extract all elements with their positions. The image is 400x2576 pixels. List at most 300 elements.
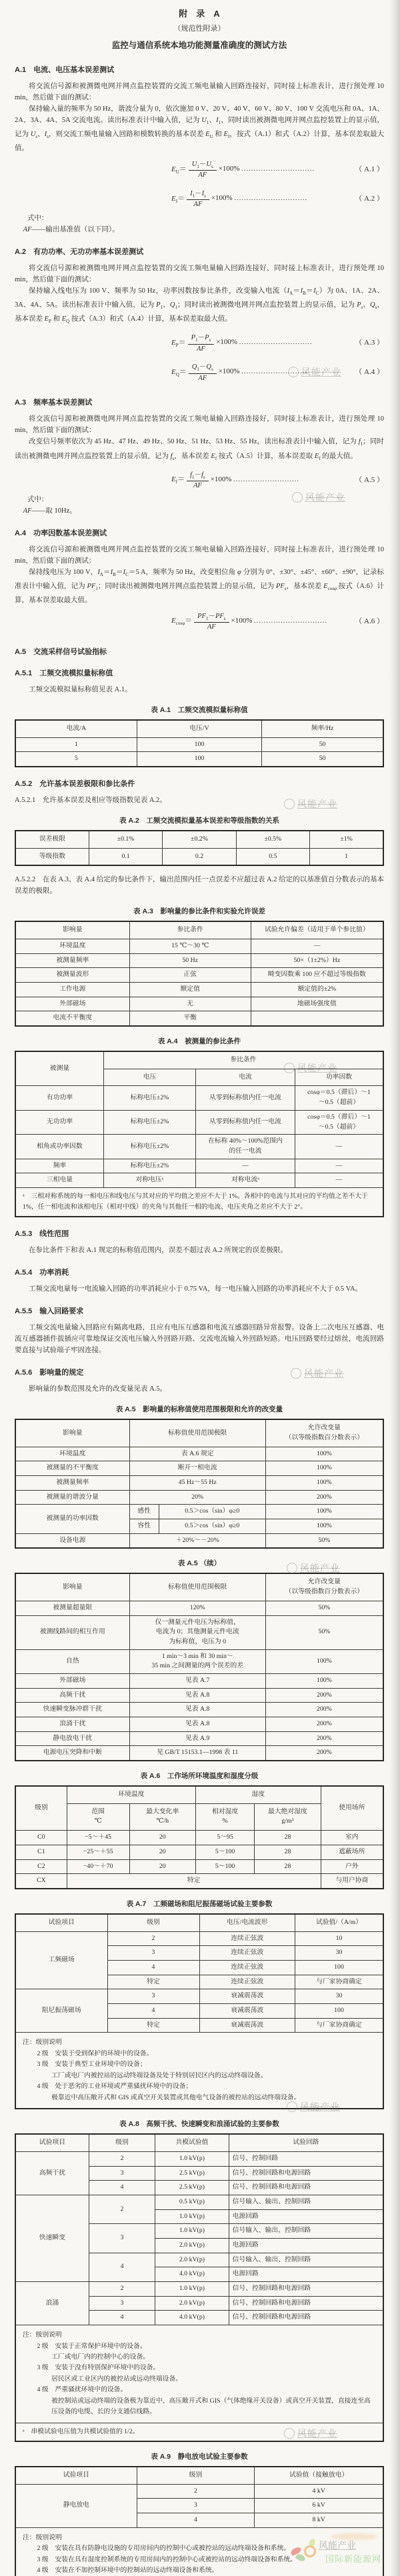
section-heading-a3: A.3 频率基本误差测试 <box>15 399 93 407</box>
table-cell: 0.5 kV(p) <box>155 2195 229 2209</box>
note-line: 3 级 安装于典型工业环境中的设备； <box>37 2061 147 2069</box>
table-header-cell: 试验项目 <box>15 1914 107 1931</box>
table-cell: 5 <box>15 752 137 767</box>
note-line: 极靠近中高压敞开式和 GIS 或真空开关装置或其他电气设备的被控站的远动终端设备。 <box>51 2093 301 2101</box>
table-cell: 室内 <box>321 1831 383 1845</box>
note-line: 注：级别说明 <box>23 2533 62 2541</box>
table-a5-title: 表 A.5 影响量的标称值使用范围极限和允许的改变量 <box>115 1405 283 1414</box>
table-cell: 衰减震荡波 <box>199 2004 295 2019</box>
table-header-cell: 误差极限 <box>15 831 89 848</box>
table-cell: 1.0 kV(p) <box>155 2209 229 2224</box>
table-cell: 地磁场强度值 <box>251 997 383 1011</box>
table-a8-block <box>15 2119 384 2442</box>
table-row <box>15 720 383 737</box>
table-cell: 容性 <box>129 1519 159 1534</box>
note-line: 被控制站或远动终端的设备极为靠近中、高压敞开式和 GIS（气体绝缘开关设备）或真空开关装置，直接连至高压设备的电缆、长的分支通信线路。 <box>51 2397 371 2416</box>
table-cell: 有功功率 <box>15 1086 103 1110</box>
table-cell: 见表 A.8 <box>129 1688 265 1703</box>
table-cell: 4 <box>89 2311 155 2325</box>
table-cell: 2 <box>89 2282 155 2297</box>
table-a1-block <box>15 705 384 767</box>
table-cell: 50% <box>265 1615 383 1649</box>
table-cell: 2 <box>107 1931 199 1946</box>
table-cell: 畸变因数乘 100 应不超过等级指数 <box>251 968 383 983</box>
table-a7-block <box>15 1899 384 2109</box>
table-cell: 外部磁场 <box>15 1673 129 1688</box>
table-header-cell: 最大绝对湿度 g/m³ <box>255 1803 321 1830</box>
table-cell <box>15 2325 383 2423</box>
formula-a6: $E_{cos\varphi}=$ $\frac{PF_1-PF_s}{AF}$ ×100% ………………………… （ A.6 ） <box>15 606 384 635</box>
paragraph: 影响量的参数范围及允许的改变量见表 A.5。 <box>29 1385 167 1393</box>
section-heading-a5: A.5 交流采样信号试验指标 <box>15 647 107 656</box>
table-cell: 15 ℃～30 ℃ <box>129 939 251 953</box>
watermark-text: 风能产业 <box>300 2101 340 2112</box>
table-header-cell: 电压/V <box>137 720 262 737</box>
table-header-cell: 影响量 <box>15 1419 129 1447</box>
table-cell: 4 <box>89 2253 155 2281</box>
table-cell: 工作电源 <box>15 983 129 997</box>
section-heading-a2: A.2 有功功率、无功功率基本误差测试 <box>15 248 144 257</box>
table-cell: 30 <box>295 1989 383 2004</box>
brand-text-primary: 风能产业 <box>319 2540 356 2551</box>
table-cell: 信号、控制回路和电源回路 <box>229 2181 383 2195</box>
table-cell: 衰减震荡波 <box>199 1989 295 2004</box>
table-cell: 信号、控制回路和电源回路 <box>229 2311 383 2325</box>
paragraph: 工频交流电量每一电流输入回路的功率消耗应小于 0.75 VA，每一电压输入回路的功率消耗应不大于 0.5 VA。 <box>29 1285 363 1293</box>
table-cell: 50 <box>262 737 383 752</box>
paragraph: 将交流信号源和被测微电网并网点监控装置的交流工频电量输入回路连接好，同时接上标准表计，进行预处理 10 min，然后做下面的测试： <box>15 545 384 565</box>
paragraph: A.5.2.2 在表 A.3、表 A.4 给定的参比条件下，输出范围内任一点误差不应超过表 A.2 给定的以基准值百分数表示的基本误差的极限。 <box>15 876 384 895</box>
table-cell: 无 <box>129 997 251 1011</box>
table-row <box>15 939 383 953</box>
table-cell: 连续正弦波 <box>199 1931 295 1946</box>
table-cell: 0.5＞cos（sin）φ≥0 <box>159 1519 265 1534</box>
table-cell: 200% <box>265 1490 383 1505</box>
table-cell: 100% <box>265 1649 383 1673</box>
table-cell: 与厂家协商确定 <box>295 1975 383 1989</box>
formula-a3: $E_P=$ $\frac{P_1-P_s}{AF}$ ×100% ………………………… （ A.3 ） <box>15 327 384 357</box>
table-header-cell: 参比条件 <box>129 921 251 939</box>
table-cell: 100% <box>265 1461 383 1476</box>
paragraph: 改变信号频率依次为 45 Hz、47 Hz、49 Hz、50 Hz、51 Hz、53 Hz、55 Hz，读出标准表计中输入值，记为 $f_1$；同时读出被测微电网并网点监控装置上的显示值，记为 $f_s$，基本误差 $E_f$ 按式（A.5）计算，基本误差取 $E_f$ 的最大值。 <box>15 438 385 461</box>
table-header-cell: 级别 <box>137 2467 255 2484</box>
page-edge-shadow <box>389 0 400 2576</box>
table-a5-continued <box>15 1573 384 1761</box>
table-row <box>15 752 383 767</box>
table-row <box>15 1874 383 1889</box>
table-cell: 2.0 kV(p) <box>155 2253 229 2267</box>
table-row <box>15 2033 383 2109</box>
table-cell: 电源回路 <box>229 2267 383 2282</box>
formula-a4: $E_Q=$ $\frac{Q_1-Q_s}{AF}$ ×100% ……………………… （ A.4 ） <box>15 357 384 386</box>
note-line: 2 级 安装于受到保护的环境中的设备。 <box>37 2049 153 2057</box>
table-row <box>15 2195 383 2209</box>
table-cell: 5～100 <box>195 1845 254 1859</box>
table-header-cell: 试验允许偏差（适用于单个参比值） <box>251 921 383 939</box>
table-cell: 特定 <box>107 2018 199 2033</box>
table-header-cell: 电流/A <box>15 720 137 737</box>
formula-where-label: 式中： <box>27 495 49 503</box>
table-cell: 标称电压±2% <box>103 1086 195 1110</box>
note-line: 工厂或电厂内的控制中心的设备。 <box>51 2353 150 2361</box>
table-cell: 2.5 kV(p) <box>155 2166 229 2181</box>
table-cell: 4 <box>137 2513 255 2527</box>
table-row <box>15 1831 383 1845</box>
table-cell: 标称电压±2% <box>103 1110 195 1134</box>
table-cell: 100 <box>137 752 262 767</box>
table-cell: 外部磁场 <box>15 997 129 1011</box>
table-header-cell: 相对湿度 % <box>195 1803 254 1830</box>
table-row <box>15 1447 383 1461</box>
table-header-cell: 允许改变量 （以等级指数百分数表示） <box>265 1419 383 1447</box>
section-heading-a53: A.5.3 线性范围 <box>15 1230 69 1239</box>
table-cell: 环境温度 <box>15 939 129 953</box>
table-row <box>15 1859 383 1874</box>
table-a9-title: 表 A.9 静电放电试验主要参数 <box>151 2452 248 2461</box>
table-cell: 0.5 <box>236 848 309 865</box>
table-header-cell: 参比条件 <box>103 1051 383 1069</box>
table-row <box>15 1601 383 1615</box>
table-cell: 静电放电干扰 <box>15 1731 129 1746</box>
table-cell: 快速瞬变 <box>15 2195 89 2281</box>
table-a2-title: 表 A.2 工频交流模拟量基本误差和等级指数的关系 <box>119 816 279 825</box>
table-cell: 3 <box>107 1989 199 2004</box>
table-row <box>15 2325 383 2423</box>
table-header-cell: 试验值（接触放电） <box>255 2467 383 2484</box>
table-row <box>15 1989 383 2004</box>
table-cell: 5～100 <box>195 1859 254 1874</box>
table-a6-title: 表 A.6 工作场所环境温度和湿度分级 <box>140 1772 259 1781</box>
table-a5-continued-title: 表 A.5 （续） <box>177 1559 221 1568</box>
table-cell: 200% <box>265 1688 383 1703</box>
table-header-cell: 标称值使用范围极限 <box>129 1419 265 1447</box>
table-cell: 50% <box>265 1533 383 1548</box>
table-a3-title: 表 A.3 影响量的参比条件和实验允许误差 <box>133 907 265 916</box>
table-cell: 工频磁场 <box>15 1931 107 1989</box>
table-row <box>15 997 383 1011</box>
paragraph: 在参比条件下和表 A.1 规定的标称值范围内，误差不超过表 A.2 所规定的误差极限。 <box>29 1247 287 1255</box>
note-line: 3 级 安装在具有湿度控制系统的专用房间内的控制中心或被控站的远动终端设备和系统。 <box>37 2555 297 2563</box>
table-cell: 户外 <box>321 1859 383 1874</box>
table-row <box>15 831 383 848</box>
table-cell: 仅一测量元件电压为标称值， 电流为 0；其他测量元件电流 为标称值，电压为 0 <box>129 1615 265 1649</box>
table-header-cell: 电流 <box>195 1069 295 1086</box>
formula-a5: $E_f=$ $\frac{f_1-f_s}{AF}$ ×100% ……………………… （ A.5 ） <box>15 465 384 494</box>
table-a5-continued-block <box>15 1558 384 1761</box>
table-row <box>15 1615 383 1649</box>
table-row <box>15 1086 383 1110</box>
table-row <box>15 2134 383 2151</box>
table-row <box>15 1505 383 1519</box>
table-cell: 见表 A.9 <box>129 1731 265 1746</box>
table-cell: 信号输入、输出、控制回路 <box>229 2195 383 2209</box>
table-a6-block <box>15 1771 384 1889</box>
symbol-definition: AF——取 10Hz。 <box>23 507 77 515</box>
table-cell: 20 <box>129 1831 195 1845</box>
table-row <box>15 1731 383 1746</box>
table-cell: 高频干扰 <box>15 2151 89 2195</box>
table-row <box>15 968 383 983</box>
table-row <box>15 2484 383 2499</box>
table-header-cell: 级别 <box>89 2134 155 2151</box>
table-cell: 信号、控制回路和电源回路 <box>229 2282 383 2297</box>
table-row <box>15 1914 383 1931</box>
table-cell: 3 <box>137 2499 255 2513</box>
section-heading-a54: A.5.4 功率消耗 <box>15 1269 69 1277</box>
table-row <box>15 1649 383 1673</box>
table-cell: 1 <box>15 737 137 752</box>
table-cell: 对称电压ᵃ <box>103 1173 195 1188</box>
table-row <box>15 1931 383 1946</box>
table-cell: 2.0 kV(p) <box>155 2296 229 2311</box>
table-cell: 6 kV <box>255 2499 383 2513</box>
table-cell: 从零到标称值内任一电流 <box>195 1086 295 1110</box>
section-heading-a52: A.5.2 允许基本误差极限和参比条件 <box>15 779 135 788</box>
table-cell: — <box>295 1135 384 1159</box>
table-header-cell: 影响量 <box>15 1573 129 1601</box>
brand-watermark <box>291 2531 400 2573</box>
table-cell: 无功功率 <box>15 1110 103 1134</box>
table-cell: 2 <box>137 2484 255 2499</box>
table-cell: 10 <box>295 1931 383 1946</box>
note-line: 注：级别说明 <box>23 2331 62 2339</box>
table-row <box>15 953 383 968</box>
table-row <box>15 1187 383 1217</box>
table-cell: 20% <box>129 1490 265 1505</box>
table-row <box>15 921 383 939</box>
table-header-cell: 电压 <box>103 1069 195 1086</box>
table-row <box>15 1845 383 1859</box>
table-row <box>15 2423 383 2441</box>
table-cell: 额定值 <box>129 983 251 997</box>
table-cell: 8 kV <box>255 2513 383 2527</box>
table-header-cell: 最大变化率 ℃/h <box>129 1803 195 1830</box>
note-line: 2 级 安装在具有防静电设施的专用房间内的控制中心或被控站的远动终端设备和系统。 <box>37 2545 291 2553</box>
table-cell: 电源回路 <box>229 2238 383 2253</box>
table-cell: 28 <box>255 1831 321 1845</box>
table-cell: 100 <box>295 1960 383 1975</box>
table-cell: 1.0 kV(p) <box>155 2282 229 2297</box>
table-cell: 见表 A.8 <box>129 1703 265 1717</box>
table-row <box>15 1703 383 1717</box>
note-line: 4 级 处于恶劣的工业环境或严重骚扰环境中的设备； <box>37 2083 193 2091</box>
table-cell: 20 <box>129 1845 195 1859</box>
table-row <box>15 1533 383 1548</box>
table-cell: 1 <box>310 848 383 865</box>
table-cell: 1.0 kV(p) <box>155 2151 229 2166</box>
table-cell: 3 <box>107 1946 199 1961</box>
table-cell: 被测量频率 <box>15 1476 129 1491</box>
table-cell: cosφ＝0.5（滞后）～1 ～0.5（超前） <box>295 1086 384 1110</box>
table-cell: 设备电源 <box>15 1533 129 1548</box>
table-cell: 4 <box>89 2181 155 2195</box>
table-cell: 正弦 <box>129 968 251 983</box>
table-cell: 4.0 kV(p) <box>155 2311 229 2325</box>
section-heading-a51: A.5.1 工频交流模拟量标称值 <box>15 669 113 677</box>
table-header-cell: 湿度 <box>195 1786 321 1803</box>
table-cell: 额定值的±2% <box>251 983 383 997</box>
watermark-text: 风能产业 <box>301 367 341 377</box>
table-row <box>15 1159 383 1173</box>
table-cell: 平衡 <box>129 1011 251 1026</box>
table-cell: 被测量超量限 <box>15 1601 129 1615</box>
table-cell: 45 Hz～55 Hz <box>129 1476 265 1491</box>
table-cell: 标称电压±2% <box>103 1135 195 1159</box>
table-cell: 信号、控制回路和电源回路 <box>229 2166 383 2181</box>
table-cell: — <box>295 1159 384 1173</box>
table-cell: 信号、控制回路和电源回路 <box>229 2296 383 2311</box>
table-cell: 连续正弦波 <box>199 1946 295 1961</box>
table-cell: 与用户协商 <box>321 1874 383 1889</box>
table-cell: 特定 <box>67 1874 321 1889</box>
table-cell: 信号输入、输出、控制回路 <box>229 2224 383 2239</box>
table-header-cell: 电压/电流波形 <box>199 1914 295 1931</box>
table-header-cell: 被测量 <box>15 1051 103 1086</box>
table-row <box>15 1717 383 1732</box>
watermark-text: 风能产业 <box>304 1368 344 1379</box>
table-cell: 从零到标称值内任一电流 <box>195 1110 295 1134</box>
table-header-cell: 允许改变量 （以等级指数百分数表示） <box>265 1573 383 1601</box>
table-header-cell: 试验值/（A/m） <box>295 1914 383 1931</box>
table-cell: C1 <box>15 1845 67 1859</box>
table-row <box>15 2151 383 2166</box>
table-a4-title: 表 A.4 被测量的参比条件 <box>157 1037 241 1046</box>
table-row <box>15 2467 383 2484</box>
table-cell: 2.0 kV(p) <box>155 2238 229 2253</box>
table-cell: 信号输入、输出、控制回路 <box>229 2253 383 2267</box>
table-cell: 28 <box>255 1845 321 1859</box>
symbol-definition: AF——输出基准值（以下同）。 <box>23 226 119 234</box>
table-cell: 标称电压±2% <box>103 1159 195 1173</box>
watermark-text: 风能产业 <box>300 1563 340 1573</box>
table-cell: 5～95 <box>195 1831 254 1845</box>
section-heading-a56: A.5.6 影响量的规定 <box>15 1369 84 1377</box>
table-cell: ＋20%～－20% <box>129 1533 265 1548</box>
appendix-kind: （规范性附录） <box>173 25 225 33</box>
table-cell: −40～＋70 <box>67 1859 129 1874</box>
table-row <box>15 737 383 752</box>
table-cell: 2.5 kV(p) <box>155 2181 229 2195</box>
table-cell: 见表 A.7 <box>129 1673 265 1688</box>
table-cell <box>15 2033 383 2109</box>
table-cell: 在标称 40%～100%范围内 的任一电流 <box>195 1135 295 1159</box>
paragraph: 将交流信号源和被测微电网并网点监控装置的交流工频电量输入回路连接好，同时接上标准表计，进行预处理 10 min，然后做下面的测试： <box>15 83 384 101</box>
table-cell: 快速瞬变脉冲群干扰 <box>15 1703 129 1717</box>
section-heading-a1: A.1 电流、电压基本误差测试 <box>15 66 115 74</box>
table-a1 <box>15 719 384 767</box>
table-cell: 200% <box>265 1731 383 1746</box>
table-header-cell: 功率因数 <box>295 1069 384 1086</box>
table-cell: 相角或功率因数 <box>15 1135 103 1159</box>
table-row <box>15 1786 383 1803</box>
table-cell: 50 Hz <box>129 953 251 968</box>
table-cell: ±0.1% <box>89 831 162 848</box>
table-cell: cosφ＝0.5（滞后）～1 ～0.5（超前） <box>295 1110 384 1134</box>
table-row <box>15 1573 383 1601</box>
table-header-cell: 共模试验值 <box>155 2134 229 2151</box>
note-line: 3 级 安装于没有特别保护环境中的设备。 <box>37 2364 160 2372</box>
table-cell: 电源电压突降和中断 <box>15 1746 129 1761</box>
table-cell: ±0.5% <box>236 831 309 848</box>
table-header-cell: 级别 <box>107 1914 199 1931</box>
table-cell: ±0.2% <box>163 831 236 848</box>
table-a7-title: 表 A.7 工频磁场和阻尼振荡磁场试验主要参数 <box>126 1899 273 1908</box>
watermark-text: 风能产业 <box>297 2428 337 2439</box>
table-cell: 0.5＞cos（sin）φ≥0 <box>159 1505 265 1519</box>
table-row <box>15 1173 383 1188</box>
table-header-cell: 级别 <box>15 1786 67 1831</box>
table-a7 <box>15 1913 384 2109</box>
table-a5-block <box>15 1404 384 1549</box>
table-cell: 30 <box>295 1946 383 1961</box>
table-cell: 100 <box>295 2004 383 2019</box>
page-content <box>15 4 384 2576</box>
note-line: 4 级 严重骚扰环境中的设备。 <box>37 2386 127 2394</box>
table-cell: ᵃ 串模试验电压值为共模试验值的 1/2。 <box>15 2423 383 2441</box>
formula-a2: $E_I=$ $\frac{I_1-I_s}{AF}$ ×100% ………………………… （ A.2 ） <box>15 183 384 213</box>
table-a1-title: 表 A.1 工频交流模拟量标称值 <box>151 705 248 714</box>
paragraph: 工频交流电量输入回路应有隔离电路，且应有电压互感器和电流互感器回路异常报警。设备上二次电压互感器、电流互感器插件拔插应可靠地保证交流电压输入外回路开路、交流电流输入外回路短路。电压回路要经过熔丝，电流回路要直接与试验端子牢固连接。 <box>15 1324 384 1355</box>
table-cell: 120% <box>129 1601 265 1615</box>
table-cell: 自热 <box>15 1649 129 1673</box>
table-row <box>15 1476 383 1491</box>
table-cell: ±1% <box>310 831 383 848</box>
table-cell: 2 <box>89 2151 155 2166</box>
table-cell: 3 <box>89 2296 155 2311</box>
table-a6 <box>15 1785 384 1889</box>
table-cell: 200% <box>265 1703 383 1717</box>
table-header-cell: 等级指数 <box>15 848 89 865</box>
table-header-cell: 使用场所 <box>321 1786 383 1831</box>
table-cell: 遮蔽场所 <box>321 1845 383 1859</box>
table-cell: 100% <box>265 1505 383 1519</box>
table-cell: 见表 A.8 <box>129 1717 265 1732</box>
table-a8 <box>15 2133 384 2442</box>
table-cell: C2 <box>15 1859 67 1874</box>
table-cell: 连续正弦波 <box>199 1960 295 1975</box>
note-line: 工厂或电厂内被控站的远动终端设备及处于特别居民区内的远动终端设备。 <box>51 2071 267 2079</box>
table-cell: 被测量波形 <box>15 968 129 983</box>
table-cell: 被测量的功率因数 <box>15 1505 129 1533</box>
table-header-cell: 试验项目 <box>15 2467 137 2484</box>
table-cell: 50×（1±2%）Hz <box>251 953 383 968</box>
table-cell: 1 min～3 min 和 30 min～ 35 min 之间测量的两个误差的差 <box>129 1649 265 1673</box>
table-cell: 被测量的谐波分量 <box>15 1490 129 1505</box>
section-heading-a55: A.5.5 输入回路要求 <box>15 1307 84 1316</box>
watermark-text: 风能产业 <box>297 799 337 809</box>
table-cell: −25～＋55 <box>67 1845 129 1859</box>
table-cell: 电源回路 <box>229 2209 383 2224</box>
table-cell: 3 <box>89 2166 155 2181</box>
table-cell: 特定 <box>107 1975 199 1989</box>
table-cell: 高频干扰 <box>15 1688 129 1703</box>
table-header-cell: 试验回路 <box>229 2134 383 2151</box>
note-line: 注：级别说明 <box>23 2039 62 2047</box>
table-cell: C0 <box>15 1831 67 1845</box>
table-row <box>15 848 383 865</box>
table-cell: 4.0 kV(p) <box>155 2267 229 2282</box>
table-cell: 阻尼振荡磁场 <box>15 1989 107 2033</box>
table-cell: 浪涌 <box>15 2282 89 2325</box>
paragraph: 工频交流模拟量标称值见表 A.1。 <box>29 685 132 693</box>
table-cell: 静电放电 <box>15 2484 137 2527</box>
table-cell: −5～＋45 <box>67 1831 129 1845</box>
table-cell: 4 <box>107 2004 199 2019</box>
table-row <box>15 983 383 997</box>
table-a5 <box>15 1419 384 1549</box>
paragraph: 将交流信号源和被测微电网并网点监控装置的交流工频电量输入回路连接好，同时接上标准表计，进行预处理 10 min，然后做下面的测试： <box>15 265 384 284</box>
table-cell: 被测量频率 <box>15 953 129 968</box>
